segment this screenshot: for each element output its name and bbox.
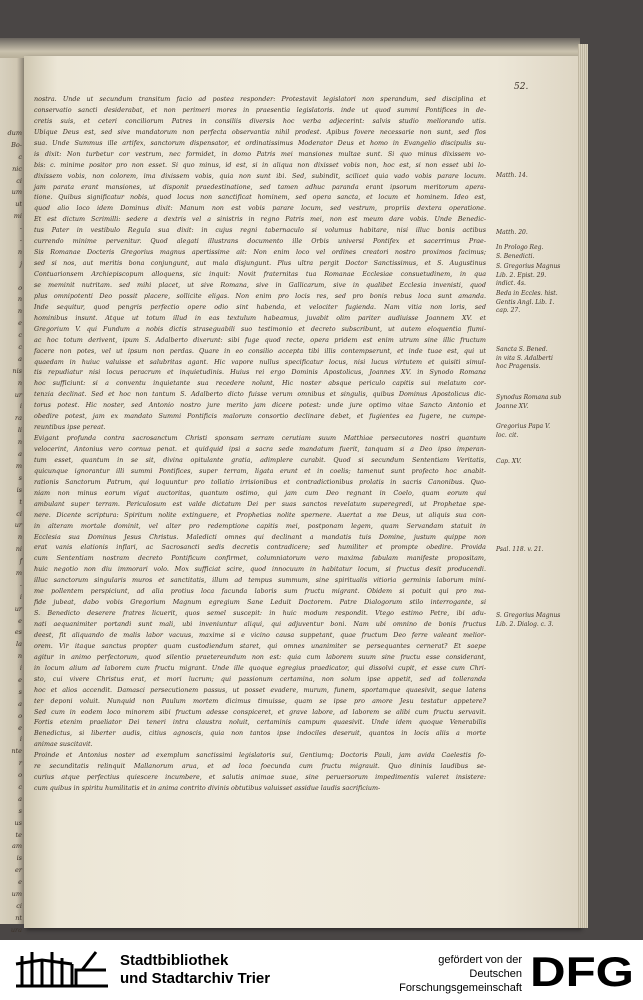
text-line: plus omnipotenti Deo possit placere, sollicite eligas. Non enim pro locis res, sed pro bonis rebus loca sunt amanda.: [34, 291, 486, 300]
margin-note-line: Synodus Romana sub: [496, 394, 562, 401]
text-line: orem. Vir itaque sanctus propter quam custodiendum staret, qui omnes unanimiter se persequantes cernerat? Et saepe: [34, 641, 486, 650]
left-page-line: c: [18, 331, 22, 340]
left-page-line: ci: [16, 509, 22, 518]
left-page-line: nic: [12, 164, 22, 173]
margin-note-line: Psal. 118. v. 21.: [496, 546, 544, 553]
text-line: dixissem vobis, non colorem, ima dixissem vobis, quia non sunt ibi. Sed, subindit, scilicet quia vado vobis parare locum.: [34, 171, 486, 180]
left-page-line: c: [18, 782, 22, 791]
text-line: Proinde et Antonius noster ad exemplum sanctissimi legislatoris sui, Gentiumq; Doctoris Pauli, jam avida Caelestis fo-: [34, 751, 486, 760]
text-line: sto, cui vivere Christus erat, et mori lucrum; qui passionum certamina, non solum ipse appetit, sed ad tolleranda: [34, 674, 486, 683]
left-page-line: -: [19, 236, 22, 245]
text-line: se meminit nutritam. sed mihi placet, ut sive Romana, sive in Gallicarum, sive in qualibet Ecclesia invenisti, quod: [34, 280, 486, 289]
margin-note-line: S. Gregorius Magnus: [496, 612, 561, 619]
margin-note-line: S. Gregorius Magnus: [496, 263, 561, 270]
text-line: Ubique Deus est, sed sive mandatorum non perfecta observantia nihil prodest. Apibus fovere necessarie non sunt, sed flos: [34, 127, 486, 136]
page-number: 52.: [514, 82, 529, 92]
left-page-line: n: [17, 438, 22, 447]
text-line: Sed cum in eodem loco minorem sibi fructum adesse conspiceret, et grave labore, ad laborem se alibi cum fructu servavit.: [34, 707, 486, 716]
text-line: cretis suis, et ceteri conciliorum Patres in consiliis diversis hoc verba adjecerint: salvis studio meliorando utis.: [34, 116, 486, 125]
text-line: erat vanis elationis inflari, ac Sacrosancti sedis decretis contradicere; sed humiliter et prompte obedire. Provida: [34, 543, 486, 552]
margin-note: [496, 612, 572, 629]
left-page-line: Bo-: [11, 140, 22, 149]
left-page-line: -: [19, 580, 22, 589]
left-page-line: e: [18, 723, 22, 732]
text-line: Gregorium V. qui Fundum a nobis dictis straseguabili suo testimonio et decreto subscribunt, ut autem eloquentia flumi-: [34, 324, 486, 333]
left-page-line: er: [15, 866, 22, 875]
left-page-line: li: [17, 426, 22, 435]
library-name-line2: und Stadtarchiv Trier: [120, 970, 271, 987]
left-page-line: a: [18, 794, 22, 803]
text-line: obedire potest, jam ex mandato Summi Pontificis malorum consortio declinare debet, et fugientes ea fugere, ne cumpe-: [34, 412, 486, 421]
left-page-line: dum: [7, 129, 22, 137]
text-line: reuntibus ipse pereat.: [34, 423, 106, 432]
left-page-line: n: [17, 533, 22, 542]
left-page-line: es: [14, 628, 22, 637]
text-line: re secunditatis relinquit Mallanorum arua, et ad loca foecunda cum fructu migrauit. Quo dininis laudibus se-: [34, 762, 486, 771]
text-line: is dixit: Non turbetur cor vestrum, nec formidet, in domo Patris mei mansiones multae sunt. Si quo minus dixissem vo-: [34, 149, 486, 158]
text-line: Ecclesia sua Dominus Jesus Christus. Maledicti omnes qui declinant a mandatis tuis Domine, justum quippe non: [34, 532, 486, 541]
margin-note-line: Lib. 2. Epist. 29.: [496, 271, 547, 279]
left-page-line: o: [18, 711, 22, 720]
text-line: S. Benedicto deserere fratres licuerit, quos semel suscepit: in huic modum respondit. Vtego estimo Petre, ibi adu-: [34, 609, 486, 618]
margin-note: [496, 244, 572, 261]
left-page-line: ni: [15, 545, 22, 554]
margin-note-line: Sancta S. Bened.: [496, 346, 548, 353]
left-page-line: ci: [16, 176, 22, 185]
margin-note-line: Matth. 14.: [496, 172, 528, 179]
margin-note-line: Joanne XV.: [496, 402, 529, 410]
margin-note: [496, 346, 572, 372]
margin-note: [496, 423, 572, 440]
text-line: nostra. Unde ut secundum transitum facio ad postea responder: Protestavit legislatori non sperandum, sed disciplina et: [34, 95, 486, 103]
text-line: tum esset, quantum in se sit, divina opitulante gratia, adimplere curabit. Quod si secundum Sententiam Veritatis,: [34, 455, 486, 464]
margin-note-line: loc. cit.: [496, 431, 519, 439]
text-line: tione. Quibus significatur nobis, quod locus non sanctificat hominem, sed opera sancta, et locum et hominem. Ideo est,: [34, 193, 486, 202]
text-line: Evigant profunda contra sacrosanctum Christi sponsam serram cerutiam suum Matthiae persecutores nostri quantum: [34, 434, 486, 443]
margin-note: [496, 229, 572, 238]
margin-note-line: Beda in Eccles. hist.: [496, 290, 558, 297]
text-line: jam parata erant mansiones, ut disponit praedestinatione, sed tamen adhuc paranda erant ipsorum meritorum apera-: [34, 182, 486, 191]
text-line: quaedam in huiuc valuisse et salubritas agant. Hic vapore nullus specificatur locus, nisi lucus virtutem et quisiti simul-: [34, 357, 486, 366]
left-page-line: ur: [14, 521, 22, 530]
left-page-line: um: [11, 890, 22, 898]
left-page-line: i: [19, 735, 22, 744]
left-page-line: nis: [12, 366, 22, 375]
text-line: velocerint, Antonius vero cornua penat. et quidquid ipsi a sacra sede mandatum fuerit, tanquam si a Deo ipso imperan-: [34, 445, 486, 453]
left-page-line: a: [18, 699, 22, 708]
margin-note: [496, 394, 572, 411]
left-page-line: c: [18, 343, 22, 352]
left-page-line: o: [18, 771, 22, 780]
left-page-line: m: [15, 568, 22, 577]
main-text-block: [34, 94, 486, 794]
text-line: rationis Sanctorum Patrum, qui loquuntur pro tollatio irrisionibus et contradictionibus prolatis in sacris Canonibus. Quo-: [34, 477, 486, 486]
funding-line2: Deutschen Forschungsgemeinschaft: [399, 968, 522, 994]
left-page-line: ut: [15, 200, 22, 209]
left-page-line: e: [18, 878, 22, 887]
text-line: deest, fit aliquando de malis labor vacuus, maxime si e vicino causa suppetant, quae fructum Deo ferre valeant melior-: [34, 630, 486, 639]
left-page-line: s: [18, 687, 22, 696]
text-line: bis: c. minime positor pro non esset. Si quo minus, id est, si in aliqua non dixisset vobis non, hoc est, si non esset ubi lo-: [34, 160, 486, 169]
left-page-line: ci: [16, 901, 22, 910]
margin-note-line: S. Benedicti.: [496, 252, 535, 260]
left-page-line: te: [15, 830, 22, 839]
margin-note-line: In Prologo Reg.: [496, 244, 544, 251]
text-line: ter deponi voluit. Nunquid non Paulum mortem dicimus timuisse, quam se ipse pro amore Jesu testatur appetere?: [34, 696, 486, 705]
margin-note-line: Gregorius Papa V.: [496, 423, 551, 430]
text-line: niam non minus eorum vigat auctoritas, quantum ostimo, qui jam cum Deo regnant in Coelo, quam eorum qui: [34, 488, 486, 497]
text-line: hominibus insunt. Atque ut totum illud in eas textulum habeamus, juvabit olim pariter audiuisse Joannem XV. et: [34, 313, 486, 322]
left-page-line: mi: [13, 212, 22, 221]
left-page-line: [0, 271, 24, 283]
dfg-logo-icon: [528, 948, 636, 995]
left-page-line: i: [19, 402, 22, 411]
left-page: [0, 58, 24, 934]
text-line: conservatio sancti desiderabat, et non perimeri mores in praesentia legislatoris. inde ut quod summi Pontifices in de-: [34, 105, 486, 114]
left-page-line: -: [19, 224, 22, 233]
text-line: ac hoc totum derivent, ipum S. Adalberto dixerunt: sibi fuge quod recte, opera pridem est enim utrum sine illic fructum: [34, 335, 486, 344]
dfg-logo-text: DFG: [530, 948, 634, 995]
left-page-line: s: [18, 473, 22, 482]
margin-note: [496, 263, 572, 289]
left-page-line: ra: [15, 414, 22, 423]
left-page-line: nt: [15, 913, 22, 922]
text-line: hoc et alios accendit. Damasci persecutionem passus, ut posset evadere, murum, funem, sportamque quaesivit, seque latens: [34, 685, 486, 694]
text-line: Contuarionsem Archiepiscopum alloquens, sic inquit: Novit fraternitas tua Romanae Ecclesiae consuetudinem, in qua: [34, 270, 486, 278]
left-page-line: la: [16, 640, 22, 649]
left-page-line: c: [18, 152, 22, 161]
left-page-line: ur: [14, 604, 22, 613]
left-page-line: i: [19, 664, 22, 673]
funding-text: [352, 953, 522, 995]
margin-note-line: indict. 4s.: [496, 280, 526, 288]
left-page-line: nte: [11, 747, 22, 756]
left-page-line: m: [15, 461, 22, 470]
text-line: curius atque perfectius quiescere incumbere, et salutis animae suae, sine peruersorum impedimentis valeret insistere:: [34, 773, 486, 782]
margin-note: [496, 458, 572, 467]
text-line: fide jubeat, dabo vobis Gregorium Magnum egregium Sane Leduit Doctorem. Patre Dialogorum stilo interrogante, si: [34, 598, 486, 607]
text-line: in alteram mortale dominit, vel alter pro redemptione capitis mei, postponam legem, quam Servandam statuit in: [34, 521, 486, 530]
text-line: sua. Unde Summus ille artifex, sanctorum dispensator, et ordinatissimus Moderator Deus et homo in Evangelio discipulis su-: [34, 138, 486, 147]
left-page-line: e: [18, 675, 22, 684]
text-line: huic negotio non diu immorari volo. Mox sufficiat scire, quod innocuum in habitatur locum, si fructus desit producendi.: [34, 565, 486, 574]
margin-note: [496, 546, 572, 555]
text-line: nati aequanimiter portandi sunt mali, ubi inveniuntur aliqui, qui adjuventur boni. Nam ubi omnino de bonis fructus: [34, 620, 486, 628]
left-page-line: n: [17, 295, 22, 304]
text-line: Sis Romanae Docteris Gregorius magnus apertissime ait: Non enim loco vel ordines creatori nostro proximos facimus;: [34, 248, 486, 257]
left-page-line: n: [17, 247, 22, 256]
left-page-line: n: [17, 307, 22, 316]
left-page-line: n: [17, 378, 22, 387]
left-page-line: o: [18, 283, 22, 292]
text-line: cum quibus in spiritu humilitatis et in anima contrito divinis obtutibus valuisset assidue laudis sacrificium-: [34, 784, 381, 793]
margin-note-line: Lib. 2. Dialog. c. 3.: [496, 620, 554, 628]
text-line: me pollentem perspiciunt, ad alia protius loca facunda laboris sum fructu migrant. Obidem si potuit qui pro ma-: [34, 587, 486, 596]
text-line: tus Pater in vestibulo Regula sua dixit: in cujus regni tabernaculo si volumus habitare, nisi illuc bonis actibus: [34, 226, 486, 235]
left-page-line: r: [18, 759, 22, 768]
left-page-line: us: [14, 818, 22, 827]
left-page-line: e: [18, 319, 22, 328]
text-line: ambulant super terram. Periculosum est valde dictatum Dei per suas sanctos revelatum superegredi, ut Prophetae spe-: [34, 499, 486, 508]
left-page-line: e: [18, 616, 22, 625]
left-page-line: a: [18, 354, 22, 363]
library-logo-icon: [12, 946, 112, 992]
library-name-line1: Stadtbibliothek: [120, 952, 229, 969]
margin-note-line: Cap. XV.: [496, 458, 522, 465]
margin-note-line: hoc Pragensis.: [496, 363, 541, 371]
margin-note-line: Matth. 20.: [496, 229, 528, 236]
funding-line1: gefördert von der: [438, 954, 522, 966]
left-page-line: n: [17, 652, 22, 661]
text-line: tenzia declinat. Sed et hoc non tantum S. Adalberto dicto fuisse verum omnibus et singulis, quibus Dominus Apostolicus dic-: [34, 390, 486, 399]
margin-note-line: cap. 27.: [496, 307, 521, 315]
text-line: quicunque ignorantur illi summi Pontifices, super terram, ligata erunt et in coelis; tamenut sunt profecto hoc anabit-: [34, 466, 486, 475]
left-page-line: is: [16, 485, 22, 494]
left-page-line: am: [11, 842, 22, 851]
text-line: agitur in animo perfectorum, quod silentio praetereundum non est: quia cum laborem suum sine fructu esse considerant,: [34, 652, 486, 661]
text-line: sed si nos, aut meritis bona conjungunt, aut mala disjungunt. Plus ultra pergit Doctor Sanctissimus, et S. Augustinus: [34, 259, 486, 268]
text-line: tis repudiatur nisi locus peracrum et inquietudinis. Huius rei ergo Dominis Apostolicus, Joannes XV. in Synodo Romana: [34, 368, 486, 377]
left-page-line: t: [19, 497, 22, 506]
left-page-line: j: [19, 259, 22, 268]
margin-note: [496, 172, 572, 181]
margin-note-line: in vita S. Adalberti: [496, 354, 553, 362]
text-line: cum Sententiam nostram decreto Pontificum confirmet, columniatorum vero maxima fabulam manifeste propositam,: [34, 554, 486, 563]
left-page-text: [0, 128, 24, 960]
text-line: quod alio loco idem Dominus dixit: Manum non est vobis parare locum, sed vestrum, propriis dextera operatione.: [34, 204, 486, 213]
left-page-line: f: [19, 557, 22, 566]
left-page-line: i: [19, 592, 22, 601]
text-line: hoc sufficiunt: si a conventu inquietante sua recedere nolunt, Hic noster absque periculo capitis sui melatum cor-: [34, 379, 486, 388]
text-line: in locum alium ad laborem cum fructu migrant. Unde ille quoque egregius praedicator, qui dissolvi cupit, et esse cum Chri-: [34, 663, 486, 672]
text-line: nere. Dicente scriptura: Spiritum nolite extinguere, et Prophetias nolite spernere. Auertat a me Deus, ut aliquis sua con-: [34, 510, 486, 519]
margin-note: [496, 290, 572, 316]
library-name: [120, 952, 270, 988]
left-page-line: a: [18, 450, 22, 459]
text-line: illuc sanctorum singularis muros et sanctitatis, illum ad tempus summum, sine spiritualis vitioria germinis laborum mini-: [34, 576, 486, 585]
left-page-line: ura: [10, 925, 22, 934]
left-page-line: s: [18, 806, 22, 815]
footer-bar: [0, 940, 643, 1000]
page-stack-edge: [578, 44, 588, 928]
text-line: Benedictus, si liberter audis, citius agnoscis, quia non tantos ipse indociles deseruit, quantos in locis aliis a morte: [34, 729, 486, 738]
text-line: Et est dictum Scrimilli: sedere a dextris vel a sinistris in regno Patris mei, non est meum dare vobis. Unde Benedic-: [34, 215, 486, 224]
text-line: facere non potes, vel ut ipsum non perdas. Quare in eo consilio accepta tibi illis contempserunt, et inde tuae est, qui ut: [34, 346, 486, 355]
text-line: currendo minime pervenitur. Quod alegati illustrans documento ille Orbis universi Pontifex et sacerrimus Prae-: [34, 237, 486, 246]
text-line: Inde sequitur, quod pengris perfectio opere odio sint habenda, et velociter fugienda. Nam vitia non loris, sed: [34, 302, 486, 311]
text-line: animae suscitavit.: [34, 740, 93, 749]
text-line: torus potest. Hic noster, sed Antonio nostro jure merito jam dicere potest: unde jure optimo vitae Sancto Antonio et: [34, 401, 486, 410]
text-line: Fortis etenim praeliator Dei teneri intra claustra noluit, certaminis campum quaesivit. Unde idem quoque Venerabilis: [34, 718, 486, 727]
left-page-line: is: [16, 854, 22, 863]
margin-note-line: Gentis Angl. Lib. 1.: [496, 298, 555, 306]
left-page-line: um: [11, 188, 22, 197]
left-page-line: ur: [14, 390, 22, 399]
